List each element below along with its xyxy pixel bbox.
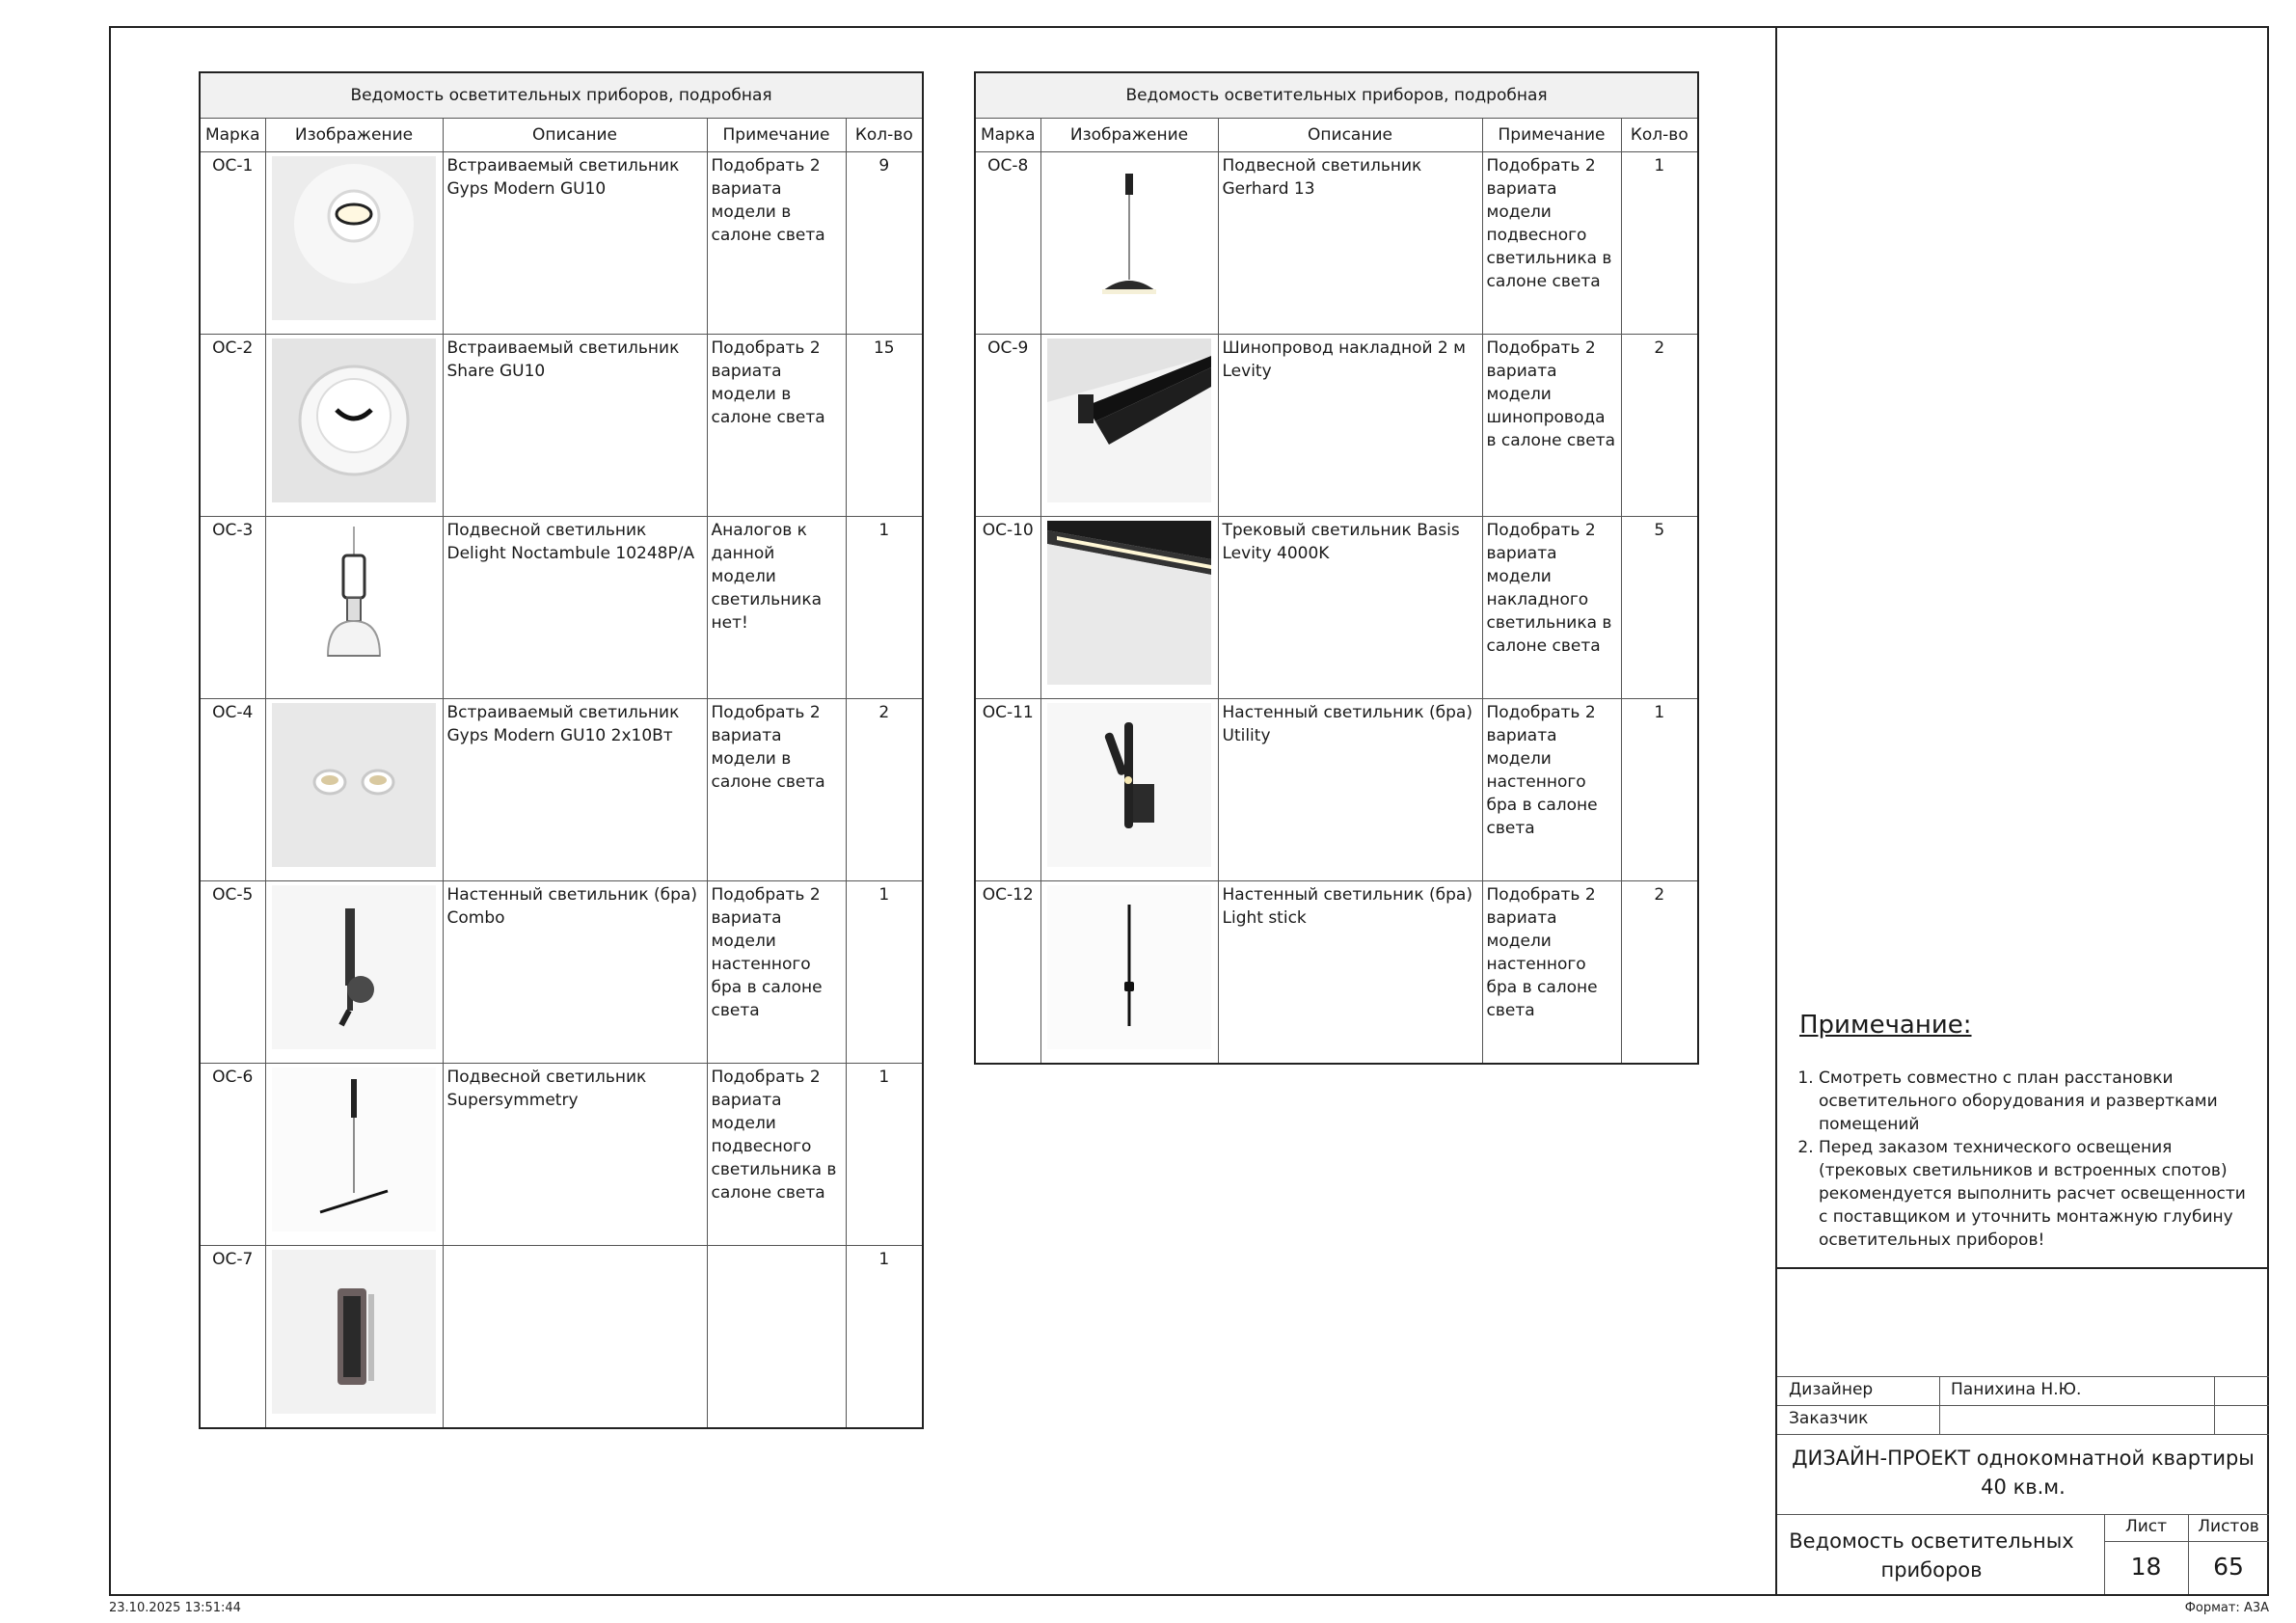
tb-vline-2: [2214, 1376, 2215, 1434]
track-rail-icon: [1047, 338, 1211, 502]
project-title: ДИЗАЙН-ПРОЕКТ однокомнатной квартиры 40 кв.м.: [1792, 1447, 2255, 1499]
mark-cell: ОС-6: [200, 1064, 265, 1246]
title-block-column: [1775, 26, 2269, 1596]
note-cell: Подобрать 2 вариата модели шинопровода в салоне света: [1482, 335, 1621, 517]
note-cell: Подобрать 2 вариата модели настенного бра в салоне света: [1482, 881, 1621, 1065]
table-row: [975, 152, 1698, 335]
mark-cell: ОС-1: [200, 152, 265, 335]
col-image: Изображение: [265, 119, 443, 152]
quantity-cell: 1: [1621, 699, 1698, 881]
recessed-spot-icon: [272, 156, 436, 320]
mark-cell: ОС-8: [975, 152, 1040, 335]
sheet-row-border: [1777, 1514, 2269, 1515]
mark-cell: ОС-9: [975, 335, 1040, 517]
col-qty: Кол-во: [1621, 119, 1698, 152]
wall-lamp-metal-icon: [272, 1250, 436, 1414]
designer-value: Панихина Н.Ю.: [1951, 1380, 2082, 1399]
lighting-schedule-right: [974, 71, 1699, 1065]
quantity-cell: 1: [846, 517, 923, 699]
image-cell: [265, 699, 443, 881]
sheets-total: 65: [2213, 1553, 2244, 1581]
note-cell: [707, 1246, 846, 1429]
sheet-number: 18: [2130, 1553, 2162, 1581]
col-mark: Марка: [975, 119, 1040, 152]
track-light-icon: [1047, 521, 1211, 685]
description-cell: Подвесной светильник Delight Noctambule 10248P/A: [443, 517, 707, 699]
glass-pendant-icon: [272, 521, 436, 685]
table-row: [975, 881, 1698, 1065]
mark-cell: ОС-7: [200, 1246, 265, 1429]
note-cell: Подобрать 2 вариата модели настенного бра в салоне света: [707, 881, 846, 1064]
table-row: [200, 152, 923, 335]
paper-format: Формат: А3А: [2184, 1601, 2269, 1615]
tb-vline-1: [1939, 1376, 1940, 1434]
quantity-cell: 5: [1621, 517, 1698, 699]
note-cell: Подобрать 2 вариата модели в салоне света: [707, 335, 846, 517]
timestamp: 23.10.2025 13:51:44: [109, 1601, 241, 1615]
mark-cell: ОС-12: [975, 881, 1040, 1065]
description-cell: [443, 1246, 707, 1429]
col-qty: Кол-во: [846, 119, 923, 152]
sheet-label-border: [2104, 1541, 2269, 1542]
note-item: 2. Перед заказом технического освещения (трековых светильников и встроенных спотов) рекомендуется выполнить расчет освещенности с поставщиком и уточнить монтажную глубину осветительных приборов!: [1819, 1136, 2253, 1252]
sheet-name: Ведомость осветительных приборов: [1789, 1529, 2074, 1582]
mark-cell: ОС-10: [975, 517, 1040, 699]
note-cell: Подобрать 2 вариата модели подвесного светильника в салоне света: [707, 1064, 846, 1246]
table-row: [200, 1246, 923, 1429]
table-row: [975, 699, 1698, 881]
note-cell: Подобрать 2 вариата модели в салоне света: [707, 152, 846, 335]
lighting-schedule-left: [199, 71, 924, 1429]
description-cell: Подвесной светильник Gerhard 13: [1218, 152, 1482, 335]
quantity-cell: 2: [846, 699, 923, 881]
table-title: Ведомость осветительных приборов, подробная: [200, 72, 923, 119]
description-cell: Настенный светильник (бра) Light stick: [1218, 881, 1482, 1065]
description-cell: Шинопровод накладной 2 м Levity: [1218, 335, 1482, 517]
note-cell: Подобрать 2 вариата модели накладного светильника в салоне света: [1482, 517, 1621, 699]
wall-stick-light-icon: [1047, 885, 1211, 1049]
note-item: 1. Смотреть совместно с план расстановки осветительного оборудования и развертками помещений: [1819, 1067, 2253, 1136]
sheet-label: Лист: [2124, 1517, 2168, 1536]
quantity-cell: 2: [1621, 335, 1698, 517]
quantity-cell: 15: [846, 335, 923, 517]
wall-sconce-combo-icon: [272, 885, 436, 1049]
image-cell: [265, 1064, 443, 1246]
double-recessed-spot-icon: [272, 703, 436, 867]
quantity-cell: 1: [1621, 152, 1698, 335]
image-cell: [265, 881, 443, 1064]
table-row: [200, 517, 923, 699]
wall-sconce-utility-icon: [1047, 703, 1211, 867]
notes-title: Примечание:: [1799, 1011, 1972, 1040]
table-title: Ведомость осветительных приборов, подробная: [975, 72, 1698, 119]
table-row: [200, 881, 923, 1064]
image-cell: [1040, 517, 1218, 699]
designer-row: [1777, 1376, 2269, 1406]
note-cell: Аналогов к данной модели светильника нет!: [707, 517, 846, 699]
note-cell: Подобрать 2 вариата модели настенного бра в салоне света: [1482, 699, 1621, 881]
image-cell: [265, 1246, 443, 1429]
quantity-cell: 2: [1621, 881, 1698, 1065]
image-cell: [265, 335, 443, 517]
table-row: [200, 699, 923, 881]
quantity-cell: 9: [846, 152, 923, 335]
mark-cell: ОС-4: [200, 699, 265, 881]
image-cell: [1040, 699, 1218, 881]
dish-pendant-icon: [1047, 156, 1211, 320]
image-cell: [1040, 335, 1218, 517]
table-row: [200, 335, 923, 517]
quantity-cell: 1: [846, 1064, 923, 1246]
customer-label: Заказчик: [1789, 1409, 1869, 1428]
mark-cell: ОС-5: [200, 881, 265, 1064]
sheets-label: Листов: [2198, 1517, 2259, 1536]
image-cell: [265, 152, 443, 335]
col-note: Примечание: [1482, 119, 1621, 152]
table-row: [975, 335, 1698, 517]
linear-pendant-icon: [272, 1068, 436, 1231]
note-cell: Подобрать 2 вариата модели подвесного светильника в салоне света: [1482, 152, 1621, 335]
col-note: Примечание: [707, 119, 846, 152]
title-block-divider: [1777, 1267, 2269, 1269]
notes-section: [1799, 1011, 2253, 1252]
col-image: Изображение: [1040, 119, 1218, 152]
col-desc: Описание: [443, 119, 707, 152]
mark-cell: ОС-11: [975, 699, 1040, 881]
description-cell: Встраиваемый светильник Gyps Modern GU10 2x10Вт: [443, 699, 707, 881]
customer-row: [1777, 1405, 2269, 1435]
description-cell: Встраиваемый светильник Share GU10: [443, 335, 707, 517]
table-row: [975, 517, 1698, 699]
quantity-cell: 1: [846, 881, 923, 1064]
col-desc: Описание: [1218, 119, 1482, 152]
designer-label: Дизайнер: [1789, 1380, 1874, 1399]
image-cell: [1040, 152, 1218, 335]
description-cell: Подвесной светильник Supersymmetry: [443, 1064, 707, 1246]
recessed-ring-spot-icon: [272, 338, 436, 502]
table-row: [200, 1064, 923, 1246]
note-cell: Подобрать 2 вариата модели в салоне света: [707, 699, 846, 881]
description-cell: Трековый светильник Basis Levity 4000K: [1218, 517, 1482, 699]
mark-cell: ОС-2: [200, 335, 265, 517]
image-cell: [265, 517, 443, 699]
description-cell: Встраиваемый светильник Gyps Modern GU10: [443, 152, 707, 335]
notes-list: [1799, 1067, 2253, 1252]
image-cell: [1040, 881, 1218, 1065]
quantity-cell: 1: [846, 1246, 923, 1429]
col-mark: Марка: [200, 119, 265, 152]
description-cell: Настенный светильник (бра) Combo: [443, 881, 707, 1064]
description-cell: Настенный светильник (бра) Utility: [1218, 699, 1482, 881]
mark-cell: ОС-3: [200, 517, 265, 699]
